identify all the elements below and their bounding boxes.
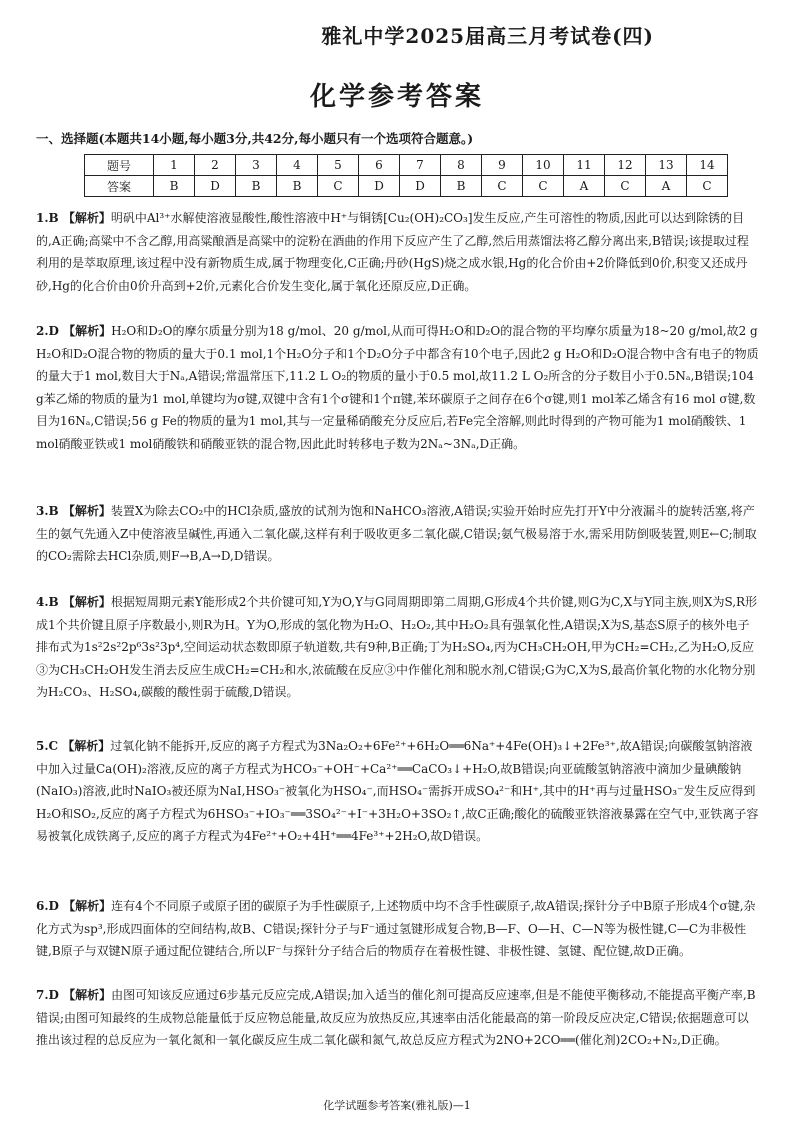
question-2-explanation [36,320,760,456]
answer-cell: A [646,176,687,197]
question-number-cell: 3 [236,155,277,176]
question-number-cell: 13 [646,155,687,176]
question-1-explanation [36,207,760,297]
question-number-cell: 11 [564,155,605,176]
question-7-text: 由图可知该反应通过6步基元反应完成,A错误;加入适当的催化剂可提高反应速率,但是不能使平衡移动,不能提高平衡产率,B错误;由图可知最终的生成物总能量低于反应物总能量,故反应为放热反应,其速率由活化能最高的第一阶段反应决定,C错误;依据题意可以推出该过程的总反应为一氧化氮和一氧化碳反应生成二氧化碳和氮气,故总反应方程式为2NO+2CO══(催化剂)2CO₂+N₂,D正确。 [36,988,756,1048]
question-3-text: 装置X为除去CO₂中的HCl杂质,盛放的试剂为饱和NaHCO₃溶液,A错误;实验开始时应先打开Y中分液漏斗的旋转活塞,将产生的氨气先通入Z中使溶液呈碱性,再通入二氧化碳,这样有利于吸收更多二氧化碳,C错误;氨气极易溶于水,需采用防倒吸装置,则E←C;制取的CO₂需除去HCl杂质,则F→B,A→D,D错误。 [36,504,757,564]
answer-cell: B [441,176,482,197]
answer-cell: B [236,176,277,197]
answer-cell: D [195,176,236,197]
question-1-text: 明矾中Al³⁺水解使溶液显酸性,酸性溶液中H⁺与铜锈[Cu₂(OH)₂CO₃]发生反应,产生可溶性的物质,因此可以达到除锈的目的,A正确;高粱中不含乙醇,用高粱酿酒是高粱中的淀粉在酒曲的作用下反应产生了乙醇,然后用蒸馏法将乙醇分离出来,B错误;该提取过程利用的是萃取原理,该过程中没有新物质生成,属于物理变化,C正确;丹砂(HgS)烧之成水银,Hg的化合价由+2价降低到0价,积变又还成丹砂,Hg的化合价由0价升高到+2价,元素化合价发生变化,属于氧化还原反应,D正确。 [36,211,749,293]
answer-cell: C [605,176,646,197]
question-6-label: 6.D 【解析】 [36,899,112,913]
answer-row-label: 答案 [85,176,154,197]
question-3-label: 3.B 【解析】 [36,504,111,518]
number-row-label: 题号 [85,155,154,176]
question-2-label: 2.D 【解析】 [36,324,112,338]
answer-cell: C [318,176,359,197]
question-number-cell: 9 [482,155,523,176]
answer-table-number-row [85,155,728,176]
answer-cell: D [400,176,441,197]
question-number-cell: 10 [523,155,564,176]
answer-cell: B [154,176,195,197]
question-number-cell: 8 [441,155,482,176]
question-6-explanation [36,895,760,963]
question-number-cell: 4 [277,155,318,176]
question-number-cell: 14 [687,155,728,176]
answer-cell: C [523,176,564,197]
question-number-cell: 1 [154,155,195,176]
question-6-text: 连有4个不同原子或原子团的碳原子为手性碳原子,上述物质中均不含手性碳原子,故A错误;探针分子中B原子形成4个σ键,杂化方式为sp³,形成四面体的空间结构,故B、C错误;探针分子与F⁻通过氢键形成复合物,B—F、O—H、C—N等为极性键,C—C为非极性键,B原子与双键N原子通过配位键结合,所以F⁻与探针分子结合后的物质存在着极性键、非极性键、氢键、配位键,故D正确。 [36,899,756,959]
question-number-cell: 2 [195,155,236,176]
question-4-explanation [36,591,760,704]
answer-cell: A [564,176,605,197]
document-title: 化学参考答案 [309,82,484,112]
question-number-cell: 12 [605,155,646,176]
answer-cell: C [482,176,523,197]
answer-table-answer-row [85,176,728,197]
question-5-explanation [36,735,760,848]
question-4-text: 根据短周期元素Y能形成2个共价键可知,Y为O,Y与G同周期即第二周期,G形成4个共价键,则G为C,X与Y同主族,则X为S,R形成1个共价键且原子序数最小,则R为H。Y为O,形成的氢化物为H₂O、H₂O₂,其中H₂O₂具有强氧化性,A错误;X为S,基态S原子的核外电子排布式为1s²2s²2p⁶3s²3p⁴,空间运动状态数即原子轨道数,共有9种,B正确;丁为H₂SO₄,丙为CH₃CH₂OH,甲为CH₂=CH₂,乙为H₂O,反应③为CH₃CH₂OH发生消去反应生成CH₂=CH₂和水,浓硫酸在反应③中作催化剂和脱水剂,C错误;G为C,X为S,最高价氧化物的水化物分别为H₂CO₃、H₂SO₄,碳酸的酸性弱于硫酸,D错误。 [36,595,758,700]
question-7-label: 7.D 【解析】 [36,988,112,1002]
answer-cell: B [277,176,318,197]
answer-cell: C [687,176,728,197]
question-3-explanation [36,500,760,568]
question-7-explanation [36,984,760,1052]
section-instruction: 一、选择题(本题共14小题,每小题3分,共42分,每小题只有一个选项符合题意。) [36,131,474,146]
question-5-label: 5.C 【解析】 [36,739,111,753]
answer-table [84,154,728,197]
question-number-cell: 5 [318,155,359,176]
question-1-label: 1.B 【解析】 [36,211,111,225]
exam-title: 雅礼中学2025届高三月考试卷(四) [321,24,654,48]
question-number-cell: 6 [359,155,400,176]
question-5-text: 过氧化钠不能拆开,反应的离子方程式为3Na₂O₂+6Fe²⁺+6H₂O══6Na⁺+4Fe(OH)₃↓+2Fe³⁺,故A错误;向碳酸氢钠溶液中加入过量Ca(OH)₂溶液,反应的离子方程式为HCO₃⁻+OH⁻+Ca²⁺══CaCO₃↓+H₂O,故B错误;向亚硫酸氢钠溶液中滴加少量碘酸钠(NaIO₃)溶液,此时NaIO₃被还原为NaI,HSO₃⁻被氧化为HSO₄⁻,而HSO₄⁻需拆开成SO₄²⁻和H⁺,其中的H⁺再与过量HSO₃⁻发生反应得到H₂O和SO₂,反应的离子方程式为6HSO₃⁻+IO₃⁻══3SO₄²⁻+I⁻+3H₂O+3SO₂↑,故C正确;酸化的硫酸亚铁溶液暴露在空气中,亚铁离子容易被氧化成铁离子,反应的离子方程式为4Fe²⁺+O₂+4H⁺══4Fe³⁺+2H₂O,故D错误。 [36,739,759,844]
question-4-label: 4.B 【解析】 [36,595,111,609]
question-2-text: H₂O和D₂O的摩尔质量分别为18 g/mol、20 g/mol,从而可得H₂O和D₂O的混合物的平均摩尔质量为18~20 g/mol,故2 g H₂O和D₂O混合物的物质的量大于0.1 mol,1个H₂O分子和1个D₂O分子中都含有10个电子,因此2 g H₂O和D₂O混合物中含有电子的物质的量大于1 mol,数目大于Nₐ,A错误;常温常压下,11.2 L O₂的物质的量小于0.5 mol,故11.2 L O₂所含的分子数目小于0.5Nₐ,B错误;104 g苯乙烯的物质的量为1 mol,单键均为σ键,双键中含有1个σ键和1个π键,苯环碳原子之间存在6个σ键,则1 mol苯乙烯含有16 mol σ键,数目为16Nₐ,C错误;56 g Fe的物质的量为1 mol,其与一定量稀硝酸充分反应后,若Fe完全溶解,则此时得到的产物可能为1 mol硝酸铁、1 mol硝酸亚铁或1 mol硝酸铁和硝酸亚铁的混合物,因此此时转移电子数为2Nₐ~3Nₐ,D正确。 [36,324,759,451]
page-footer: 化学试题参考答案(雅礼版)—1 [323,1099,471,1112]
answer-cell: D [359,176,400,197]
question-number-cell: 7 [400,155,441,176]
